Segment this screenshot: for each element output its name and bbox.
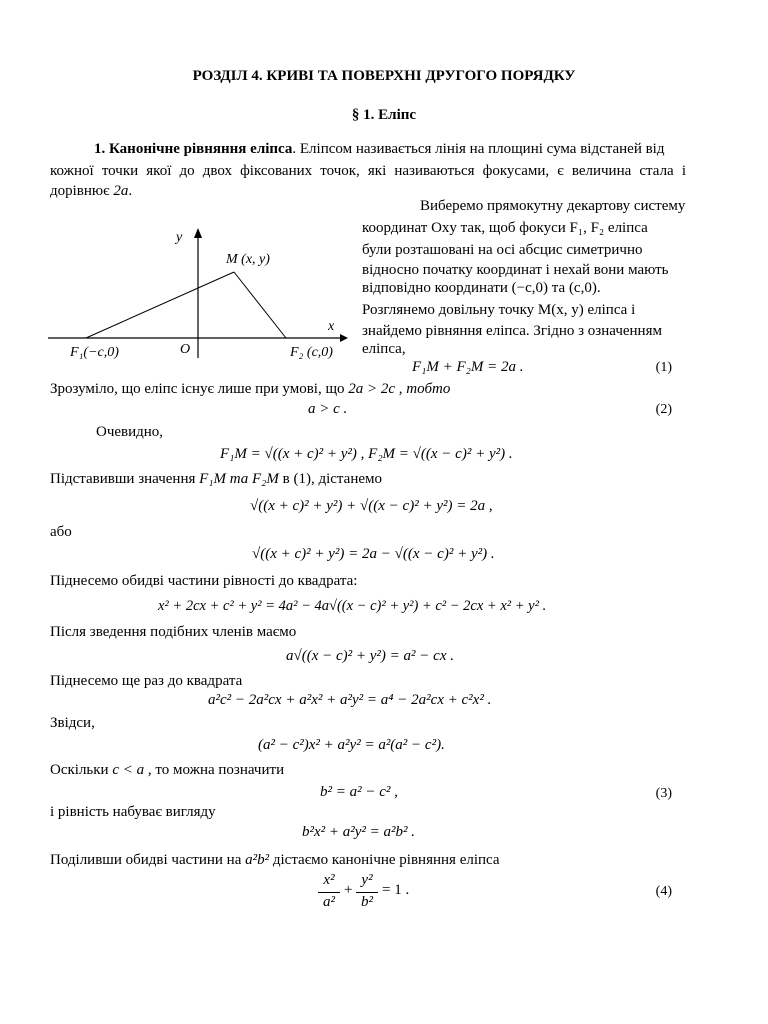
intro-line-1 xyxy=(94,141,664,158)
b-definition: b² = a² − c² , xyxy=(320,784,398,800)
right-line-1: Виберемо прямокутну декартову систему xyxy=(420,198,686,214)
ellipse-diagram xyxy=(48,228,348,360)
right-line-7: знайдемо рівняння еліпса. Згідно з означенням xyxy=(362,323,662,339)
divide-line: Поділивши обидві частини на a²b² дістаємо канонічне рівняння еліпса xyxy=(50,852,500,868)
canon-equals-one: = 1 . xyxy=(382,882,410,898)
right-line-8: еліпса, xyxy=(362,341,406,357)
since-line: Оскільки c < a , то можна позначити xyxy=(50,762,285,778)
square2-text: Піднесемо ще раз до квадрата xyxy=(50,673,243,689)
square-equation: x² + 2cx + c² + y² = 4a² − 4a√((x − c)² + y²) + c² − 2cx + x² + y² . xyxy=(158,598,547,614)
section-title: § 1. Еліпс xyxy=(351,107,417,123)
intro-value: 2a xyxy=(113,183,129,199)
distance-formulas: F₁M = √((x + c)² + y²) , F₂M = √((x − c)² + y²) . xyxy=(220,446,513,462)
hence-equation: (a² − c²)x² + a²y² = a²(a² − c²). xyxy=(258,737,445,753)
intro-line-3: дорівнює 2a. xyxy=(50,183,133,199)
sum-equation: √((x + c)² + y²) + √((x − c)² + y²) = 2a , xyxy=(250,498,493,514)
x-axis-label: x xyxy=(328,319,335,334)
substitute-line: Підставивши значення F₁M та F₂M в (1), дістанемо xyxy=(50,471,382,487)
canon-x-denominator: a² xyxy=(323,894,335,910)
or-text: або xyxy=(50,524,72,540)
equation-1-number: (1) xyxy=(655,360,672,375)
square-text: Піднесемо обидві частини рівності до квадрата: xyxy=(50,573,358,589)
isolated-equation: √((x + c)² + y²) = 2a − √((x − c)² + y²) . xyxy=(252,546,495,562)
intro-line-2: кожної точки якої до двох фіксованих точок, які називаються фокусами, є величина стала і xyxy=(50,163,686,179)
reduce-text: Після зведення подібних членів маємо xyxy=(50,624,297,640)
canon-y-fraction-bar xyxy=(356,892,378,893)
canon-x-fraction-bar xyxy=(318,892,340,893)
point-m-label: M (x, y) xyxy=(226,252,270,267)
definition-text: . Еліпсом називається лінія на площині сума відстаней від xyxy=(292,141,665,157)
hence-text: Звідси, xyxy=(50,715,95,731)
segment-f1-m xyxy=(86,272,234,338)
canon-x-numerator: x² xyxy=(323,872,335,888)
takes-form-text: і рівність набуває вигляду xyxy=(50,804,216,820)
chapter-title: РОЗДІЛ 4. КРИВІ ТА ПОВЕРХНІ ДРУГОГО ПОРЯДКУ xyxy=(192,68,576,84)
y-axis-label: y xyxy=(176,230,183,245)
right-line-3: були розташовані на осі абсцис симетрично xyxy=(362,242,643,258)
canon-plus: + xyxy=(344,882,353,898)
right-line-6: Розглянемо довільну точку M(x, y) еліпса і xyxy=(362,302,636,318)
condition-line: Зрозуміло, що еліпс існує лише при умові, що 2a > 2c , тобто xyxy=(50,381,451,397)
equation-4-number: (4) xyxy=(655,884,672,899)
square2-equation: a²c² − 2a²cx + a²x² + a²y² = a⁴ − 2a²cx + c²x² . xyxy=(208,692,492,708)
origin-label: O xyxy=(180,342,191,357)
equation-2: a > c . xyxy=(308,401,348,417)
focus-f2-label: F₂ (c,0) xyxy=(290,345,333,360)
right-line-4: відносно початку координат і нехай вони мають xyxy=(362,262,669,278)
equation-2-number: (2) xyxy=(655,402,672,417)
reduce-equation: a√((x − c)² + y²) = a² − cx . xyxy=(286,648,454,664)
equation-3-number: (3) xyxy=(655,786,672,801)
definition-heading: 1. Канонічне рівняння еліпса xyxy=(94,141,293,157)
form-equation: b²x² + a²y² = a²b² . xyxy=(302,824,416,840)
canon-y-numerator: y² xyxy=(361,872,373,888)
segment-m-f2 xyxy=(234,272,286,338)
equation-1: F₁M + F₂M = 2a . xyxy=(412,359,524,375)
right-line-2: координат Oxy так, щоб фокуси F₁, F₂ еліпса xyxy=(362,220,648,236)
right-line-5: відповідно координати (−c,0) та (c,0). xyxy=(362,280,601,296)
focus-f1-label: F₁(−c,0) xyxy=(70,345,119,360)
canon-y-denominator: b² xyxy=(361,894,373,910)
y-axis-arrow xyxy=(194,228,202,238)
obviously-text: Очевидно, xyxy=(96,424,164,440)
x-axis-arrow xyxy=(340,334,348,342)
